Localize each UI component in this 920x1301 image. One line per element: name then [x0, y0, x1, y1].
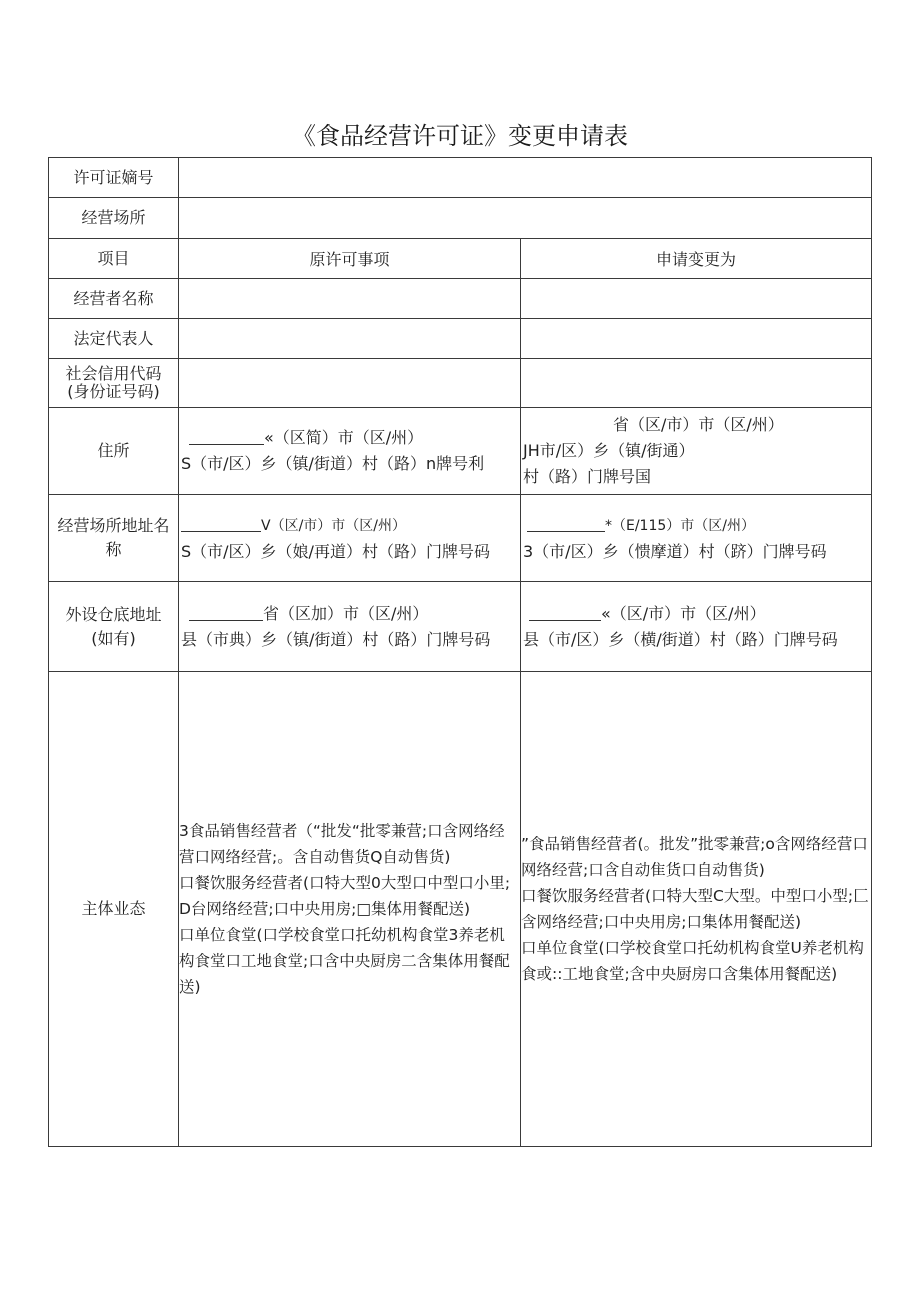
venue-new-line2: 3（市/区）乡（愦摩道）村（跻）门牌号码: [523, 541, 827, 561]
warehouse-new-line2: 县（市/区）乡（横/街道）村（路）门牌号码: [523, 629, 838, 649]
warehouse-orig-line1: 省（区加）市（区/州）: [263, 603, 429, 623]
label-venue-address: [49, 495, 179, 582]
row-credit-code: [49, 359, 872, 408]
label-venue: 经营场所: [49, 198, 179, 239]
field-venue-address-original[interactable]: [179, 495, 521, 582]
residence-orig-line2: S（市/区）乡（镇/街道）村（路）n牌号利: [181, 454, 485, 473]
business-orig-sales: 3食品销售经营者（“批发“批零兼营;口含网络经营口网络经营;。含自动售货Q自动售货): [179, 822, 505, 866]
field-warehouse-original[interactable]: [179, 582, 521, 672]
blank-line: [189, 604, 263, 621]
label-credit-code: [49, 359, 179, 408]
label-warehouse-line2: (如有): [91, 628, 136, 648]
blank-line: [181, 515, 261, 532]
field-operator-name-original[interactable]: [179, 279, 521, 319]
label-residence: 住所: [49, 408, 179, 495]
label-license-no: 许可证嫡号: [49, 158, 179, 198]
application-form-table: [48, 157, 872, 1147]
row-legal-rep: [49, 319, 872, 359]
business-orig-catering: 口餐饮服务经营者(口特大型0大型口中型口小里;D台网络经营;口中央用房;□集体用餐配送): [179, 874, 511, 918]
field-license-no[interactable]: [179, 158, 872, 198]
label-business-form: 主体业态: [49, 672, 179, 1147]
field-legal-rep-new[interactable]: [521, 319, 872, 359]
business-new-sales: ”食品销售经营者(。批发”批零兼营;o含网络经营口网络经营;口含自动隹货口自动售货): [521, 835, 868, 879]
field-business-form-original[interactable]: [179, 672, 521, 1147]
field-venue[interactable]: [179, 198, 872, 239]
row-residence: [49, 408, 872, 495]
row-warehouse: [49, 582, 872, 672]
business-new-canteen: 口单位食堂(口学校食堂口托幼机构食堂U养老机构食或::工地食堂;含中央厨房口含集体用餐配送): [521, 939, 864, 983]
residence-orig-line1: «（区简）市（区/州）: [264, 428, 424, 447]
row-license-no: [49, 158, 872, 198]
label-credit-code-line2: (身份证号码): [67, 382, 160, 401]
label-venue-address-line2: 称: [105, 540, 122, 559]
blank-line: [529, 604, 601, 621]
row-header: [49, 239, 872, 279]
warehouse-orig-line2: 县（市典）乡（镇/街道）村（路）门牌号码: [181, 629, 491, 649]
field-residence-original[interactable]: [179, 408, 521, 495]
field-credit-code-original[interactable]: [179, 359, 521, 408]
blank-line: [189, 428, 264, 445]
warehouse-new-line1: «（区/市）市（区/州）: [601, 603, 766, 623]
label-warehouse: [49, 582, 179, 672]
header-original: 原许可事项: [179, 239, 521, 279]
business-orig-canteen: 口单位食堂(口学校食堂口托幼机构食堂3养老机构食堂口工地食堂;口含中央厨房二含集体用餐配送): [179, 926, 510, 996]
residence-new-line2: JH市/区）乡（镇/街通）: [523, 441, 695, 460]
label-item: 项目: [49, 239, 179, 279]
venue-new-line1: *（E/115）市（区/州）: [605, 517, 756, 534]
blank-line: [527, 515, 605, 532]
row-venue: [49, 198, 872, 239]
label-venue-address-line1: 经营场所地址名: [57, 516, 170, 535]
residence-new-line1: 省（区/市）市（区/州）: [613, 415, 784, 434]
label-warehouse-line1: 外设仓底地址: [65, 604, 162, 624]
label-operator-name: 经营者名称: [49, 279, 179, 319]
field-residence-new[interactable]: [521, 408, 872, 495]
field-venue-address-new[interactable]: [521, 495, 872, 582]
label-credit-code-line1: 社会信用代码: [65, 364, 162, 383]
row-venue-address: [49, 495, 872, 582]
label-legal-rep: 法定代表人: [49, 319, 179, 359]
residence-new-line3: 村（路）门牌号国: [523, 467, 652, 486]
page-title: 《食品经营许可证》变更申请表: [292, 122, 628, 150]
field-legal-rep-original[interactable]: [179, 319, 521, 359]
header-change-to: 申请变更为: [521, 239, 872, 279]
row-business-form: [49, 672, 872, 1147]
venue-orig-line1: V（区/市）市（区/州）: [261, 517, 407, 534]
field-warehouse-new[interactable]: [521, 582, 872, 672]
field-operator-name-new[interactable]: [521, 279, 872, 319]
field-credit-code-new[interactable]: [521, 359, 872, 408]
field-business-form-new[interactable]: [521, 672, 872, 1147]
venue-orig-line2: S（市/区）乡（娘/再道）村（路）门牌号码: [181, 541, 490, 561]
row-operator-name: [49, 279, 872, 319]
business-new-catering: 口餐饮服务经营者(口特大型C大型。中型口小型;匚含网络经营;口中央用房;口集体用餐配送): [521, 887, 869, 931]
